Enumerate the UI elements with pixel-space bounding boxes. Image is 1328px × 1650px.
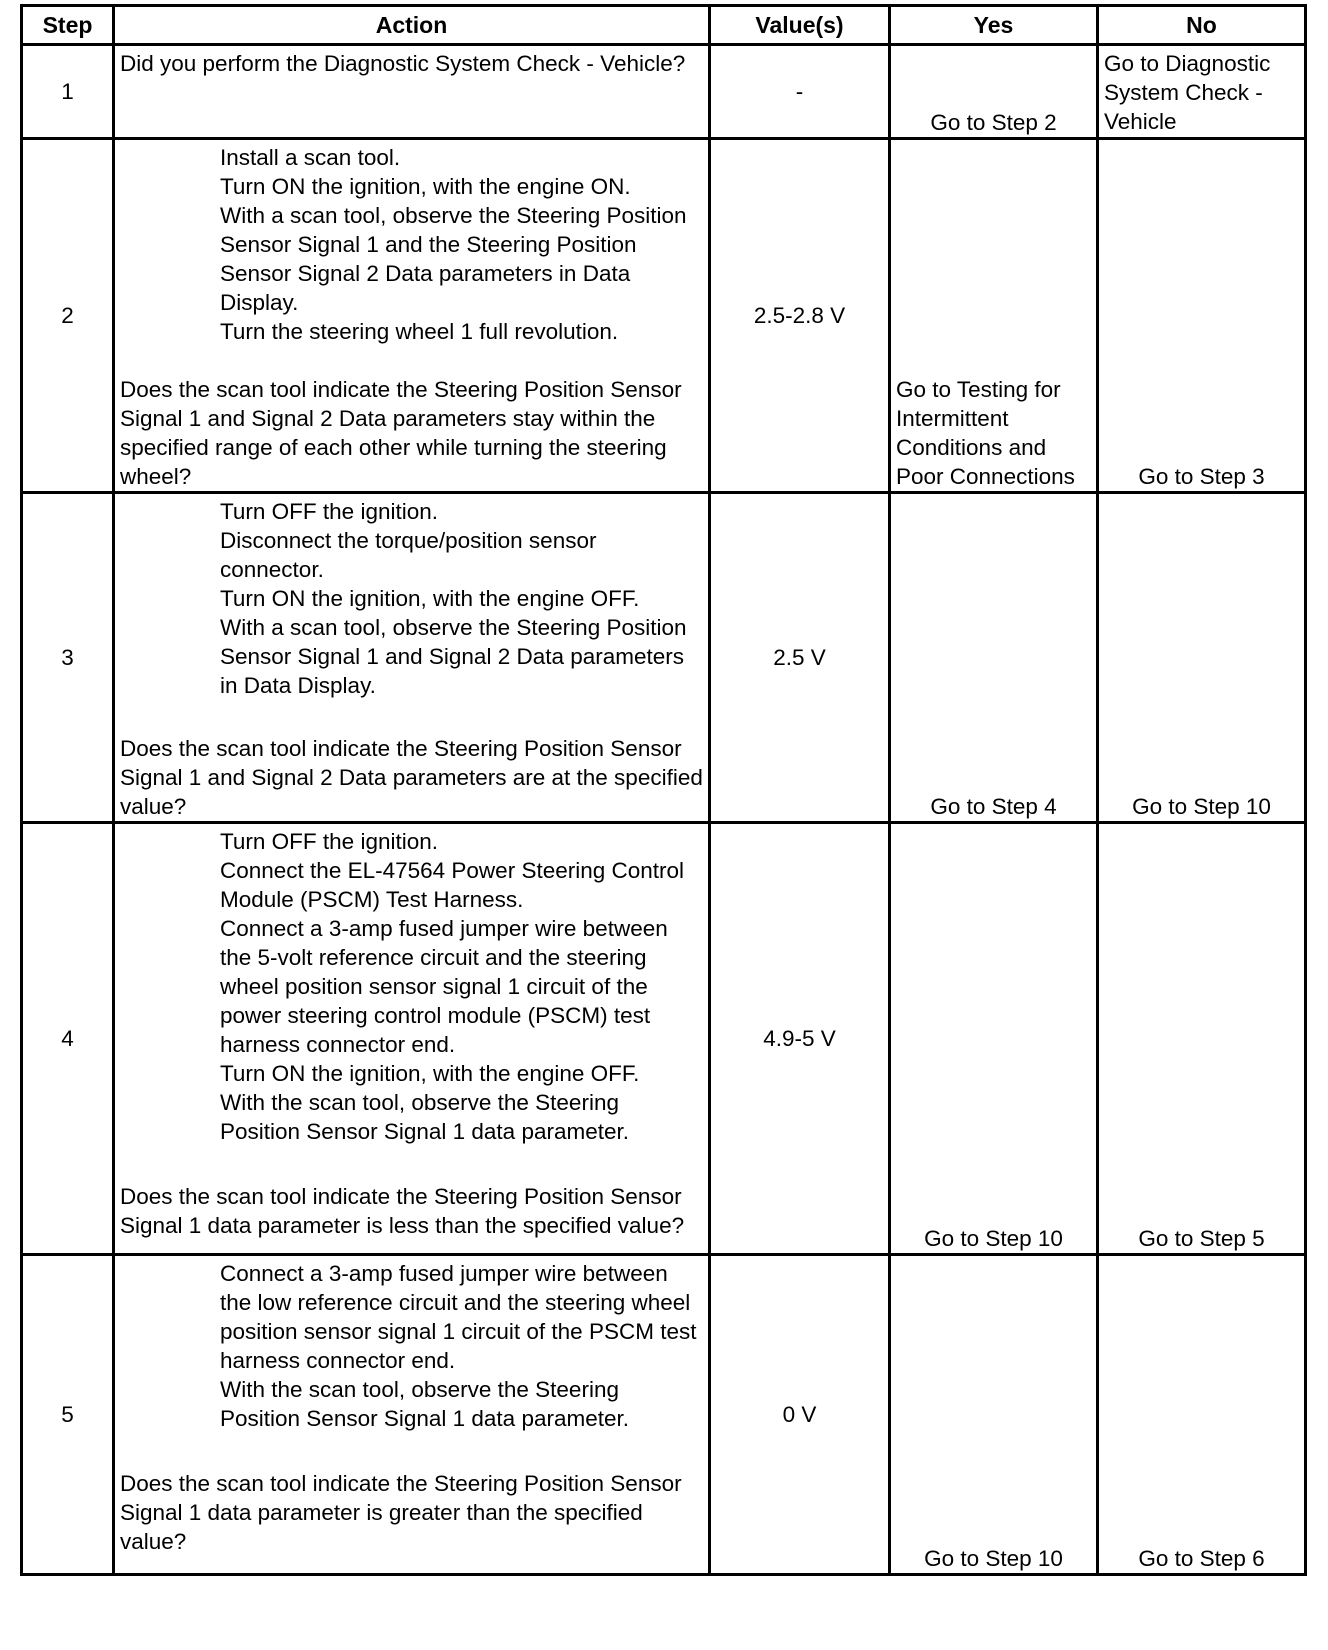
action-cell	[114, 493, 710, 823]
yes-cell: Go to Step 10	[890, 1255, 1098, 1575]
diagnostic-table	[20, 4, 1307, 1576]
substep: With the scan tool, observe the Steering Position Sensor Signal 1 data parameter.	[220, 1090, 629, 1144]
table-row	[22, 1255, 1306, 1575]
substep: With a scan tool, observe the Steering Position Sensor Signal 1 and the Steering Position Sensor Signal 2 Data parameters in Data Display.	[220, 203, 687, 315]
step-number: 3	[22, 493, 114, 823]
no-cell: Go to Step 10	[1098, 493, 1306, 823]
action-cell	[114, 139, 710, 493]
action-question: Does the scan tool indicate the Steering Position Sensor Signal 1 and Signal 2 Data parameters are at the specified value?	[120, 736, 703, 819]
substep: With a scan tool, observe the Steering Position Sensor Signal 1 and Signal 2 Data parameters in Data Display.	[220, 615, 687, 698]
value-cell: 2.5-2.8 V	[710, 139, 890, 493]
step-number: 1	[22, 45, 114, 139]
substep: Turn ON the ignition, with the engine ON.	[220, 174, 631, 199]
header-no: No	[1098, 6, 1306, 45]
substep: Turn OFF the ignition.	[220, 499, 439, 524]
step-number: 2	[22, 139, 114, 493]
no-cell: Go to Step 5	[1098, 823, 1306, 1255]
substep: With the scan tool, observe the Steering Position Sensor Signal 1 data parameter.	[220, 1377, 629, 1431]
header-row	[22, 6, 1306, 45]
yes-cell: Go to Step 10	[890, 823, 1098, 1255]
table-row	[22, 139, 1306, 493]
substep: Turn the steering wheel 1 full revolution.	[220, 319, 619, 344]
substep: Connect a 3-amp fused jumper wire between the 5-volt reference circuit and the steering wheel position sensor signal 1 circuit of the power steering control module (PSCM) test harness connector end.	[220, 916, 668, 1057]
header-step: Step	[22, 6, 114, 45]
action-question: Does the scan tool indicate the Steering Position Sensor Signal 1 and Signal 2 Data parameters stay within the specified range of each other while turning the steering wheel?	[120, 377, 682, 489]
table-row	[22, 45, 1306, 139]
header-yes: Yes	[890, 6, 1098, 45]
substep: Turn ON the ignition, with the engine OFF.	[220, 586, 640, 611]
table-row	[22, 493, 1306, 823]
step-number: 5	[22, 1255, 114, 1575]
substep: Install a scan tool.	[220, 145, 401, 170]
action-cell	[114, 823, 710, 1255]
yes-cell: Go to Step 4	[890, 493, 1098, 823]
action-cell	[114, 1255, 710, 1575]
value-cell: 2.5 V	[710, 493, 890, 823]
yes-cell: Go to Testing for Intermittent Conditions and Poor Connections	[890, 139, 1098, 493]
action-question: Does the scan tool indicate the Steering Position Sensor Signal 1 data parameter is less than the specified value?	[120, 1184, 685, 1238]
substep-list	[220, 143, 703, 346]
header-values: Value(s)	[710, 6, 890, 45]
yes-cell: Go to Step 2	[890, 45, 1098, 139]
value-cell: 4.9-5 V	[710, 823, 890, 1255]
substep: Turn ON the ignition, with the engine OFF.	[220, 1061, 640, 1086]
table-row	[22, 823, 1306, 1255]
no-cell: Go to Step 3	[1098, 139, 1306, 493]
step-number: 4	[22, 823, 114, 1255]
header-action: Action	[114, 6, 710, 45]
substep: Turn OFF the ignition.	[220, 829, 439, 854]
substep-list	[220, 497, 703, 700]
substep-list	[220, 827, 703, 1146]
value-cell: -	[710, 45, 890, 139]
action-question: Does the scan tool indicate the Steering Position Sensor Signal 1 data parameter is greater than the specified value?	[120, 1471, 682, 1554]
no-cell: Go to Step 6	[1098, 1255, 1306, 1575]
substep: Disconnect the torque/position sensor connector.	[220, 528, 597, 582]
no-cell: Go to Diagnostic System Check - Vehicle	[1098, 45, 1306, 139]
substep-list	[220, 1259, 703, 1433]
action-cell	[114, 45, 710, 139]
action-question: Did you perform the Diagnostic System Check - Vehicle?	[120, 51, 686, 76]
substep: Connect a 3-amp fused jumper wire between the low reference circuit and the steering wheel position sensor signal 1 circuit of the PSCM test harness connector end.	[220, 1261, 697, 1373]
substep: Connect the EL-47564 Power Steering Control Module (PSCM) Test Harness.	[220, 858, 685, 912]
value-cell: 0 V	[710, 1255, 890, 1575]
